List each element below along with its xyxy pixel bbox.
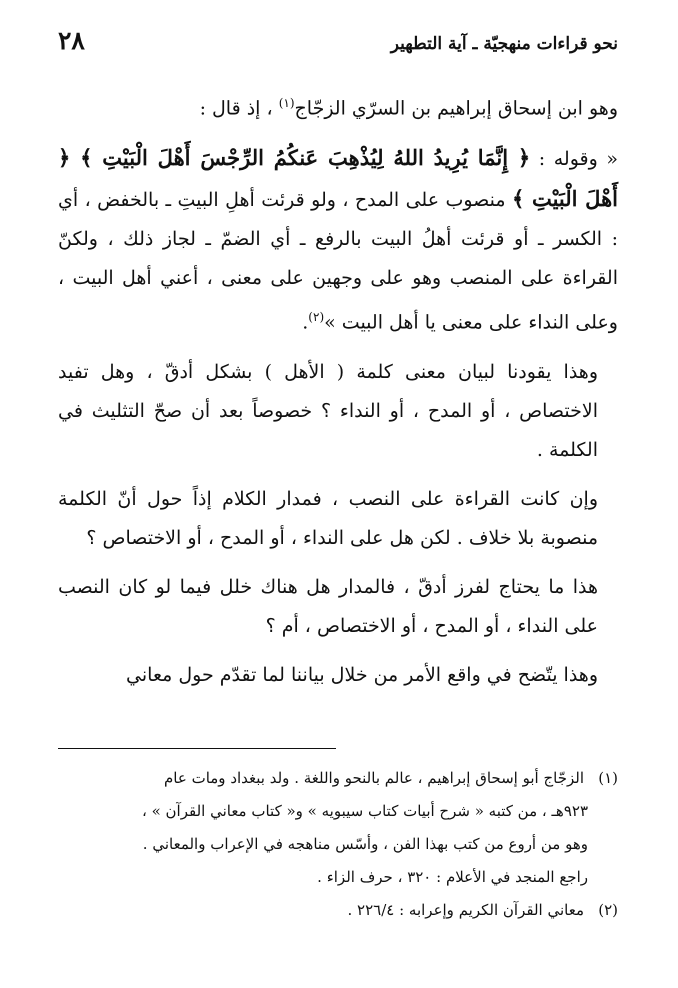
footnote-divider bbox=[58, 748, 336, 749]
footnotes bbox=[60, 762, 618, 927]
footnote-ref-1: (١) bbox=[278, 96, 295, 110]
footnote-1-line-2: ٩٢٣هـ ، من كتبه « شرح أبيات كتاب سيبويه » و« كتاب معاني القرآن » ، bbox=[141, 802, 588, 820]
footnote-ref-2: (٢) bbox=[308, 310, 325, 325]
main-text bbox=[58, 84, 618, 695]
quran-verse: ﴿ إِنَّمَا يُرِيدُ اللهُ لِيُذْهِبَ عَنكُمُ الرِّجْسَ أَهْلَ الْبَيْتِ ﴾ ﴿ أَهْلَ الْبَيْتِ ﴾ bbox=[58, 145, 618, 212]
paragraph-3: وإن كانت القراءة على النصب ، فمدار الكلام إذاً حول أنّ الكلمة منصوبة بلا خلاف . لكن هل على النداء ، أو المدح ، أو الاختصاص ؟ bbox=[58, 487, 598, 549]
intro-tail: ، إذ قال : bbox=[199, 97, 273, 120]
page-header bbox=[58, 26, 618, 66]
footnote-2-number: (٢) bbox=[598, 901, 618, 919]
paragraph-5: وهذا يتّضح في واقع الأمر من خلال بياننا لما تقدّم حول معاني bbox=[126, 663, 598, 686]
intro-text: وهو ابن إسحاق إبراهيم بن السرّي الزجّاج bbox=[294, 97, 618, 120]
footnote-1-line-4: راجع المنجد في الأعلام : ٣٢٠ ، حرف الزاء . bbox=[317, 868, 588, 886]
quotation-paragraph bbox=[58, 138, 618, 342]
quote-text: منصوب على المدح ، ولو قرئت أهلِ البيتِ ـ بالخفض ، أي : الكسر ـ أو قرئت أهلُ البيت بالرفع ـ أي الضمّ ـ لجاز ذلك ، ولكنّ القراءة على المنصب وهو على وجهين على معنى ، أعني أهل البيت ، وعلى النداء على معنى يا أهل البيت » bbox=[58, 189, 618, 334]
footnote-2-line-1: (٢)معاني القرآن الكريم وإعرابه : ٢٢٦/٤ . bbox=[60, 894, 618, 927]
footnote-1-number: (١) bbox=[598, 769, 618, 787]
footnote-1-line-3: وهو من أروع من كتب بهذا الفن ، وأسّس مناهجه في الإعراب والمعاني . bbox=[142, 835, 588, 853]
intro-line bbox=[58, 84, 618, 128]
quote-end: . bbox=[302, 311, 309, 334]
paragraph-4: هذا ما يحتاج لفرز أدقّ ، فالمدار هل هناك خلل فيما لو كان النصب على النداء ، أو المدح ، أو الاختصاص ، أم ؟ bbox=[58, 575, 598, 637]
page-number: ٢٨ bbox=[58, 26, 85, 55]
paragraph-2: وهذا يقودنا لبيان معنى كلمة ( الأهل ) بشكل أدقّ ، وهل تفيد الاختصاص ، أو المدح ، أو النداء ؟ خصوصاً بعد أن صحّ التثليث في الكلمة . bbox=[58, 360, 598, 461]
footnote-1-line-1: (١)الزجّاج أبو إسحاق إبراهيم ، عالم بالنحو واللغة . ولد ببغداد ومات عام bbox=[60, 762, 618, 795]
quote-open: « وقوله : bbox=[530, 148, 618, 171]
running-title: نحو قراءات منهجيّة ـ آية التطهير bbox=[390, 34, 618, 54]
